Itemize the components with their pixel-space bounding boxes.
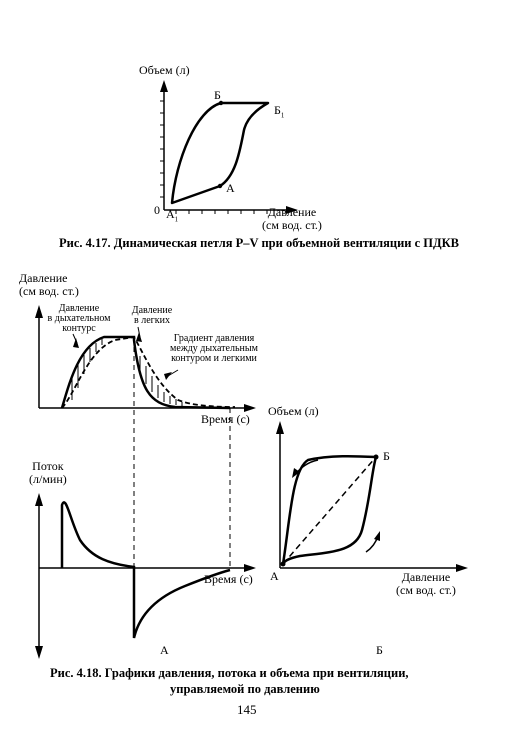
fig417-point-a-label: А [226,181,235,195]
fig418-panel-a-label: А [160,643,169,657]
fig418-annotation-gradient-line2: между дыхательным [170,343,258,354]
fig418-annotation-gradient-line3: контуром и легкими [171,353,257,364]
fig418-annotation-gradient [170,334,258,364]
fig417-y-arrow [160,80,168,92]
fig417-point-a-dot [218,184,222,188]
fig418-annotation-arrows [73,327,178,380]
fig417-x-axis-label [262,206,322,232]
fig418-loop-point-b-dot [374,455,379,460]
fig417-point-a1-text: А [166,207,175,221]
fig418-loop-arrowhead-bottom [374,531,380,541]
fig418-annotation-lungs-line1: Давление [131,305,173,316]
fig418-caption-line2: управляемой по давлению [170,682,320,696]
fig418-pressure-axis-label [19,272,79,298]
fig418-flow-axis-label [29,460,67,486]
fig418-annotation-circuit-line1: Давление [58,303,100,314]
fig418-caption-line1: Рис. 4.18. Графики давления, потока и объема при вентиляции, [50,666,409,680]
fig418-panel-b-label: Б [376,643,383,657]
fig418-annotation-lungs [125,306,179,326]
fig417-point-a1-label [166,207,178,223]
fig418-flow-axis-line2: (л/мин) [29,472,67,486]
fig417-x-axis-label-line1: Давление [267,205,317,219]
fig418-time-label-top: Время (с) [201,412,250,426]
fig418-loop-x-axis-line2: (см вод. ст.) [396,583,456,597]
fig417-caption: Рис. 4.17. Динамическая петля P–V при объемной вентиляции с ПДКВ [59,236,460,250]
fig417-point-b-label: Б [214,88,221,102]
fig418-annotation-circuit-line2: в дыхательном [47,313,111,324]
fig418-guide-lines [134,338,230,638]
page-number: 145 [237,702,257,717]
fig417-origin-label: 0 [154,203,160,217]
fig418-pressure-axis-line2: (см вод. ст.) [19,284,79,298]
fig418-flow-axis-line1: Поток [32,459,64,473]
fig418-loop-axes [276,421,468,572]
fig418-loop-x-axis-label [396,571,456,597]
fig418-loop-point-b-label: Б [383,449,390,463]
fig418-loop-y-axis-label: Объем (л) [268,404,319,418]
fig417-point-b1-text: Б [274,103,281,117]
fig417-point-b1-sub: 1 [280,111,285,120]
fig417-y-axis-label: Объем (л) [139,63,190,77]
fig418-loop-point-a-label: А [270,569,279,583]
fig418-time-label-bottom: Время (с) [204,572,253,586]
fig418-annotation-lungs-line2: в легких [134,315,170,326]
fig418-pressure-axis-line1: Давление [19,271,68,285]
fig418-annotation-circuit-line3: контурс [62,323,96,334]
fig418-annotation-gradient-line1: Градиент давления [173,333,255,344]
fig418-flow-curve [62,502,230,638]
fig418-loop-x-axis-line1: Давление [401,570,451,584]
fig417-x-axis-label-line2: (см вод. ст.) [262,218,322,232]
fig417-point-a1-sub: 1 [174,215,179,224]
fig418-annotation-circuit [47,304,111,334]
fig417-point-b1-label [274,103,284,119]
fig418-loop-point-a-dot [281,562,286,567]
